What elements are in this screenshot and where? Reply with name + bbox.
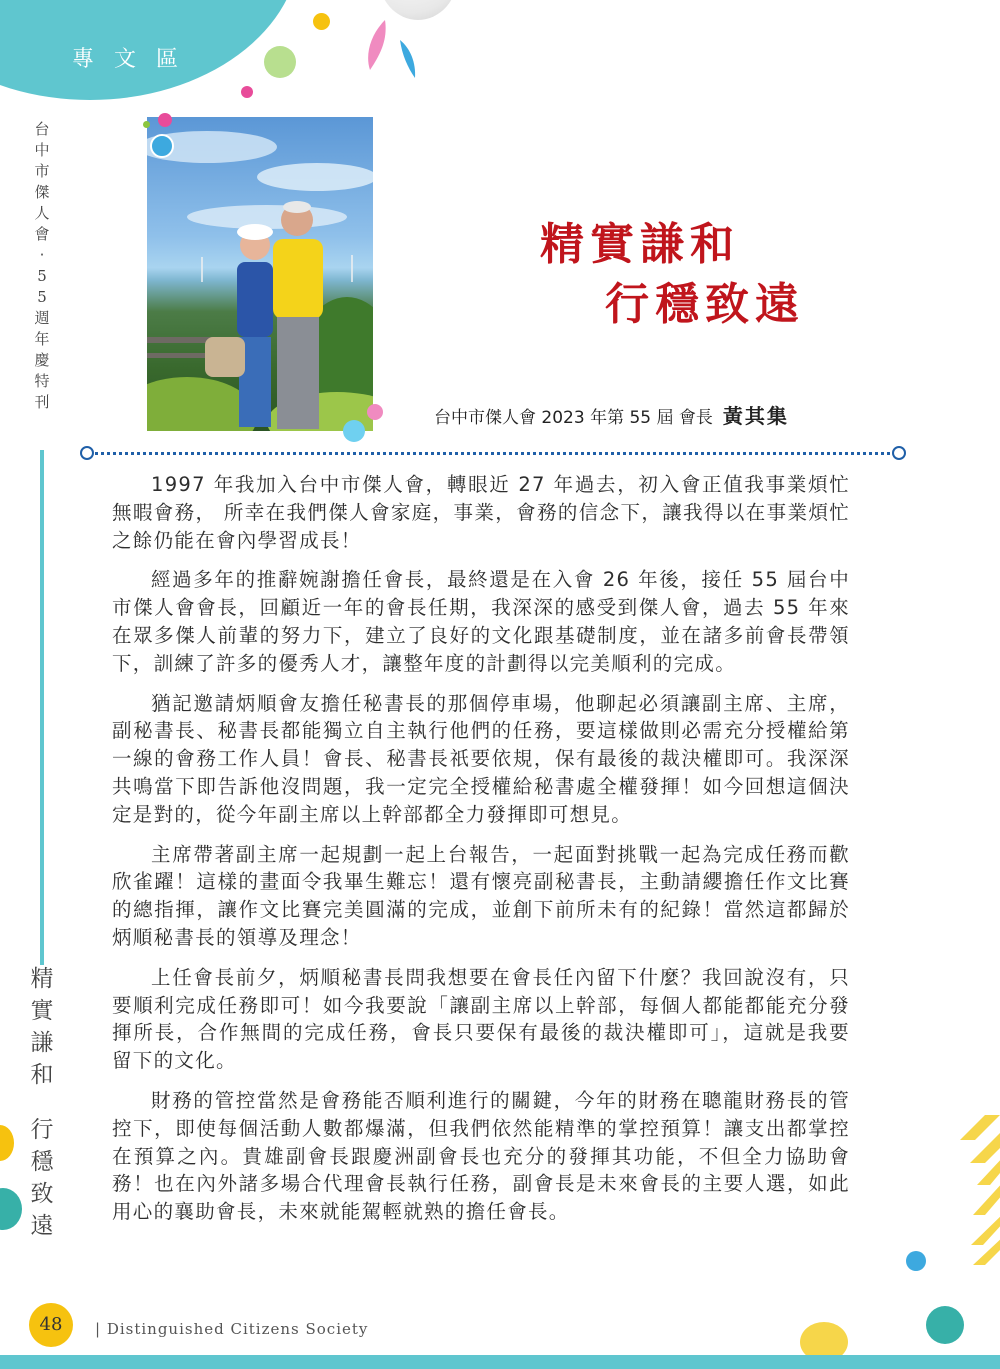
author-byline (434, 400, 789, 429)
decor-dot (926, 1306, 964, 1344)
footer-society-name: | Distinguished Citizens Society (95, 1320, 369, 1338)
spine-publication-title: 台 中 市 傑 人 會 ‧ 5 5 週 年 慶 特 刊 (34, 120, 50, 411)
spine-divider (40, 450, 44, 965)
decor-dot (150, 134, 174, 158)
article-body (112, 471, 850, 1238)
paragraph: 主席帶著副主席一起規劃一起上台報告，一起面對挑戰一起為完成任務而歡欣雀躍！這樣的畫面令我畢生難忘！還有懷亮副秘書長，主動請纓擔任作文比賽的總指揮，讓作文比賽完美圓滿的完成，並創下前所未有的紀錄！當然這都歸於炳順秘書長的領導及理念！ (112, 842, 850, 949)
decor-petals (330, 0, 420, 80)
section-label: 專文區 (72, 47, 199, 72)
decor-dot (367, 404, 383, 420)
page-number: 48 (39, 1314, 63, 1335)
decor-dot (0, 1125, 14, 1161)
paragraph: 猶記邀請炳順會友擔任秘書長的那個停車場，他聊起必須讓副主席、主席，副秘書長、秘書長都能獨立自主執行他們的任務，要這樣做則必需充分授權給第一線的會務工作人員！會長、秘書長祇要依規，保有最後的裁決權即可。我深深共鳴當下即告訴他沒問題，我一定完全授權給秘書處全權發揮！如今回想這個決定是對的，從今年副主席以上幹部都全力發揮即可想見。 (112, 691, 850, 826)
paragraph: 經過多年的推辭婉謝擔任會長，最終還是在入會 26 年後，接任 55 屆台中市傑人會會長，回顧近一年的會長任期，我深深的感受到傑人會，過去 55 年來在眾多傑人前輩的努力下，建立了良好的文化跟基礎制度，並在諸多前會長帶領下，訓練了許多的優秀人才，讓整年度的計劃得以完美順利的完成。 (112, 568, 850, 675)
decor-dot (143, 121, 150, 128)
footer-bar (0, 1355, 1000, 1369)
article-title-line1: 精實謙和 (540, 219, 740, 270)
spine-article-title: 精 實 謙 和 行 穩 致 遠 (30, 966, 54, 1239)
decor-dot (0, 1188, 22, 1230)
author-signature: 黃其集 (722, 404, 789, 428)
dotted-divider (88, 452, 898, 455)
decor-dot (313, 13, 330, 30)
paragraph: 1997 年我加入台中市傑人會，轉眼近 27 年過去，初入會正值我事業煩忙無暇會務， 所幸在我們傑人會家庭，事業，會務的信念下，讓我得以在事業煩忙之餘仍能在會內學習成長！ (112, 473, 850, 552)
author-position: 台中市傑人會 2023 年第 55 屆 會長 (434, 408, 713, 428)
decor-dot (241, 86, 253, 98)
divider-end-left (80, 446, 94, 460)
decor-dot (158, 113, 172, 127)
author-photo (147, 117, 373, 431)
decor-dot (343, 420, 365, 442)
paragraph: 上任會長前夕，炳順秘書長問我想要在會長任內留下什麼？我回說沒有，只要順利完成任務即可！如今我要說「讓副主席以上幹部，每個人都能都能充分發揮所長，合作無間的完成任務，會長只要保有最後的裁決權即可」，這就是我要留下的文化。 (112, 965, 850, 1073)
divider-end-right (892, 446, 906, 460)
decor-stripes (955, 1115, 1000, 1265)
article-title-line2: 行穩致遠 (605, 279, 805, 330)
decor-dot (906, 1251, 926, 1271)
decor-dot (264, 46, 296, 78)
paragraph: 財務的管控當然是會務能否順利進行的關鍵，今年的財務在聰龍財務長的管控下，即使每個活動人數都爆滿，但我們依然能精準的掌控預算！讓支出都掌控在預算之內。貴雄副會長跟慶洲副會長也充分的發揮其功能，不但全力協助會務！也在內外諸多場合代理會長執行任務，副會長是未來會長的主要人選，如此用心的襄助會長，未來就能駕輕就熟的擔任會長。 (112, 1088, 850, 1224)
